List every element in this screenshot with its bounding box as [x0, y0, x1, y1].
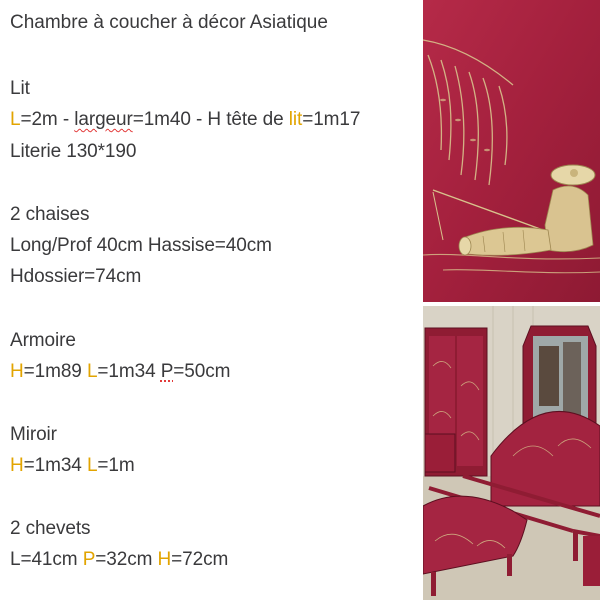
chevets-dimensions — [10, 549, 228, 571]
miroir-L-value: =1m — [97, 455, 135, 476]
miroir-dimensions — [10, 455, 135, 477]
largeur-word: largeur — [74, 109, 133, 130]
lit-L-value: =2m - — [20, 109, 75, 130]
armoire-L-key: L — [86, 361, 98, 382]
chevets-H-key: H — [157, 549, 172, 570]
armoire-heading: Armoire — [10, 330, 76, 351]
lit-heading: Lit — [10, 78, 30, 99]
lit-dimensions — [10, 109, 360, 131]
photo-column — [423, 0, 600, 600]
chevets-P-value: =32cm — [95, 549, 158, 570]
armoire-H-value: =1m89 — [23, 361, 87, 382]
literie-line: Literie 130*190 — [10, 141, 137, 162]
miroir-L-key: L — [86, 455, 98, 476]
bedroom-set-photo — [423, 306, 600, 600]
page-title: Chambre à coucher à décor Asiatique — [10, 12, 328, 33]
chevets-heading: 2 chevets — [10, 518, 91, 539]
chaises-line-1: Long/Prof 40cm Hassise=40cm — [10, 235, 272, 256]
chevets-H-value: =72cm — [171, 549, 229, 570]
description-panel — [10, 0, 422, 600]
chaises-line-2: Hdossier=74cm — [10, 266, 142, 287]
lit-word: lit — [288, 109, 303, 130]
lit-L-key: L — [10, 109, 21, 130]
miroir-H-value: =1m34 — [23, 455, 87, 476]
armoire-L-value: =1m34 — [97, 361, 161, 382]
armoire-H-key: H — [10, 361, 24, 382]
chaises-heading: 2 chaises — [10, 204, 90, 225]
chevets-P-key: P — [82, 549, 96, 570]
miroir-H-key: H — [10, 455, 24, 476]
armoire-dimensions — [10, 361, 230, 383]
miroir-heading: Miroir — [10, 424, 57, 445]
largeur-value: =1m40 - H tête de — [132, 109, 289, 130]
armoire-P-key: P — [160, 361, 174, 382]
chevets-L-value: L=41cm — [10, 549, 83, 570]
armoire-P-value: =50cm — [173, 361, 231, 382]
lacquer-detail-photo — [423, 0, 600, 302]
lit-height-value: =1m17 — [302, 109, 361, 130]
